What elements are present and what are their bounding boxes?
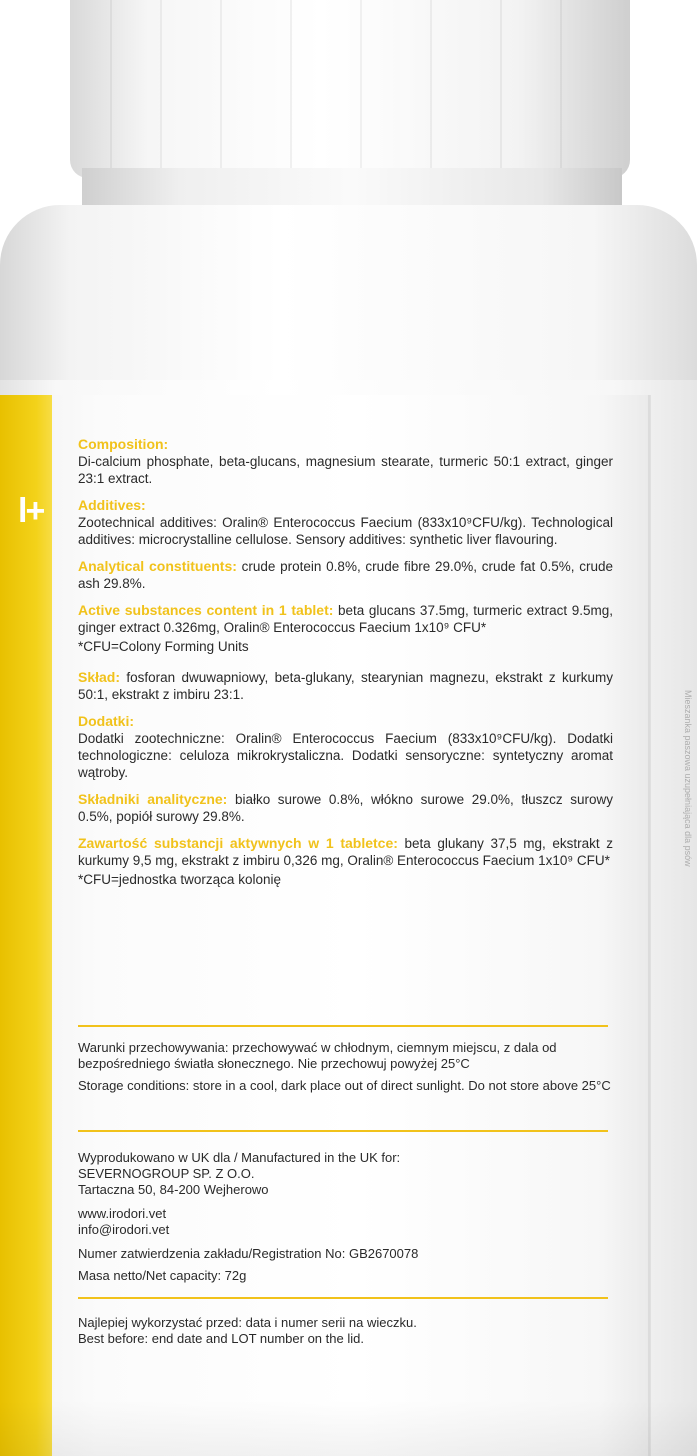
skladniki-text: białko surowe 0.8%, włókno surowe 29.0%, tłuszcz surowy 0.5%, popiół surowy 29.8%.: [78, 792, 613, 824]
active-note: *CFU=Colony Forming Units: [78, 639, 249, 654]
sklad-text: fosforan dwuwapniowy, beta-glukany, stearynian magnezu, ekstrakt z kurkumy 50:1, ekstrakt z imbiru 23:1.: [78, 670, 613, 702]
composition-section: [78, 436, 613, 487]
zawartosc-heading: Zawartość substancji aktywnych w 1 tabletce:: [78, 835, 398, 851]
storage-section: [78, 1040, 613, 1100]
best-before-en: Best before: end date and LOT number on the lid.: [78, 1331, 364, 1346]
active-text: beta glucans 37.5mg, turmeric extract 9.5mg, ginger extract 0.326mg, Oralin® Enterococcus Faecium 1x10⁹ CFU*: [78, 603, 613, 635]
yellow-brand-strip: [0, 395, 52, 1456]
manufacturer-line: Wyprodukowano w UK dla / Manufactured in the UK for:: [78, 1150, 401, 1165]
sklad-heading: Skład:: [78, 669, 121, 685]
active-section: [78, 602, 613, 636]
skladniki-heading: Składniki analityczne:: [78, 791, 228, 807]
composition-text: Di-calcium phosphate, beta-glucans, magnesium stearate, turmeric 50:1 extract, ginger 23:1 extract.: [78, 454, 613, 486]
divider-rule: [78, 1130, 608, 1132]
brand-name-fragment: l+: [18, 492, 44, 530]
dodatki-heading: Dodatki:: [78, 713, 134, 729]
best-before-section: [78, 1315, 613, 1347]
best-before-pl: Najlepiej wykorzystać przed: data i numer serii na wieczku.: [78, 1315, 417, 1330]
manufacturer-line: Tartaczna 50, 84-200 Wejherowo: [78, 1182, 269, 1197]
zawartosc-section: [78, 835, 613, 869]
dodatki-text: Dodatki zootechniczne: Oralin® Enterococcus Faecium (833x10⁹CFU/kg). Dodatki technologiczne: celuloza mikrokrystaliczna. Dodatki sensoryczne: syntetyczny aromat wątroby.: [78, 731, 613, 780]
analytical-section: [78, 558, 613, 592]
dodatki-section: [78, 713, 613, 781]
analytical-text: crude protein 0.8%, crude fibre 29.0%, crude fat 0.5%, crude ash 29.8%.: [78, 559, 613, 591]
manufacturer-line: SEVERNOGROUP SP. Z O.O.: [78, 1166, 255, 1181]
analytical-heading: Analytical constituents:: [78, 558, 237, 574]
manufacturer-section: [78, 1150, 613, 1290]
active-heading: Active substances content in 1 tablet:: [78, 602, 334, 618]
side-label-text: Mieszanka paszowa uzupełniająca dla psów: [683, 690, 693, 867]
storage-pl: Warunki przechowywania: przechowywać w chłodnym, ciemnym miejscu, z dala od bezpośredniego światła słonecznego. Nie przechowuj powyżej 25°C: [78, 1040, 557, 1071]
manufacturer-website: www.irodori.vet: [78, 1206, 167, 1221]
storage-en: Storage conditions: store in a cool, dark place out of direct sunlight. Do not store above 25°C: [78, 1078, 611, 1093]
zawartosc-note: *CFU=jednostka tworząca kolonię: [78, 872, 281, 887]
label-edge: [648, 395, 651, 1456]
additives-text: Zootechnical additives: Oralin® Enterococcus Faecium (833x10⁹CFU/kg). Technological additives: microcrystalline cellulose. Sensory additives: synthetic liver flavouring.: [78, 515, 613, 547]
additives-heading: Additives:: [78, 497, 146, 513]
bottom-shadow: [0, 1400, 697, 1456]
skladniki-section: [78, 791, 613, 825]
manufacturer-email: info@irodori.vet: [78, 1222, 170, 1237]
divider-rule: [78, 1025, 608, 1027]
net-capacity: Masa netto/Net capacity: 72g: [78, 1268, 247, 1283]
sklad-section: [78, 669, 613, 703]
composition-heading: Composition:: [78, 436, 169, 452]
registration-number: Numer zatwierdzenia zakładu/Registration No: GB2670078: [78, 1246, 419, 1261]
label-text-area: [78, 436, 613, 898]
zawartosc-text: beta glukany 37,5 mg, ekstrakt z kurkumy 9,5 mg, ekstrakt z imbiru 0,326 mg, Oralin® Enterococcus Faecium 1x10⁹ CFU*: [78, 836, 613, 868]
additives-section: [78, 497, 613, 548]
divider-rule: [78, 1297, 608, 1299]
bottle-cap: [70, 0, 630, 178]
